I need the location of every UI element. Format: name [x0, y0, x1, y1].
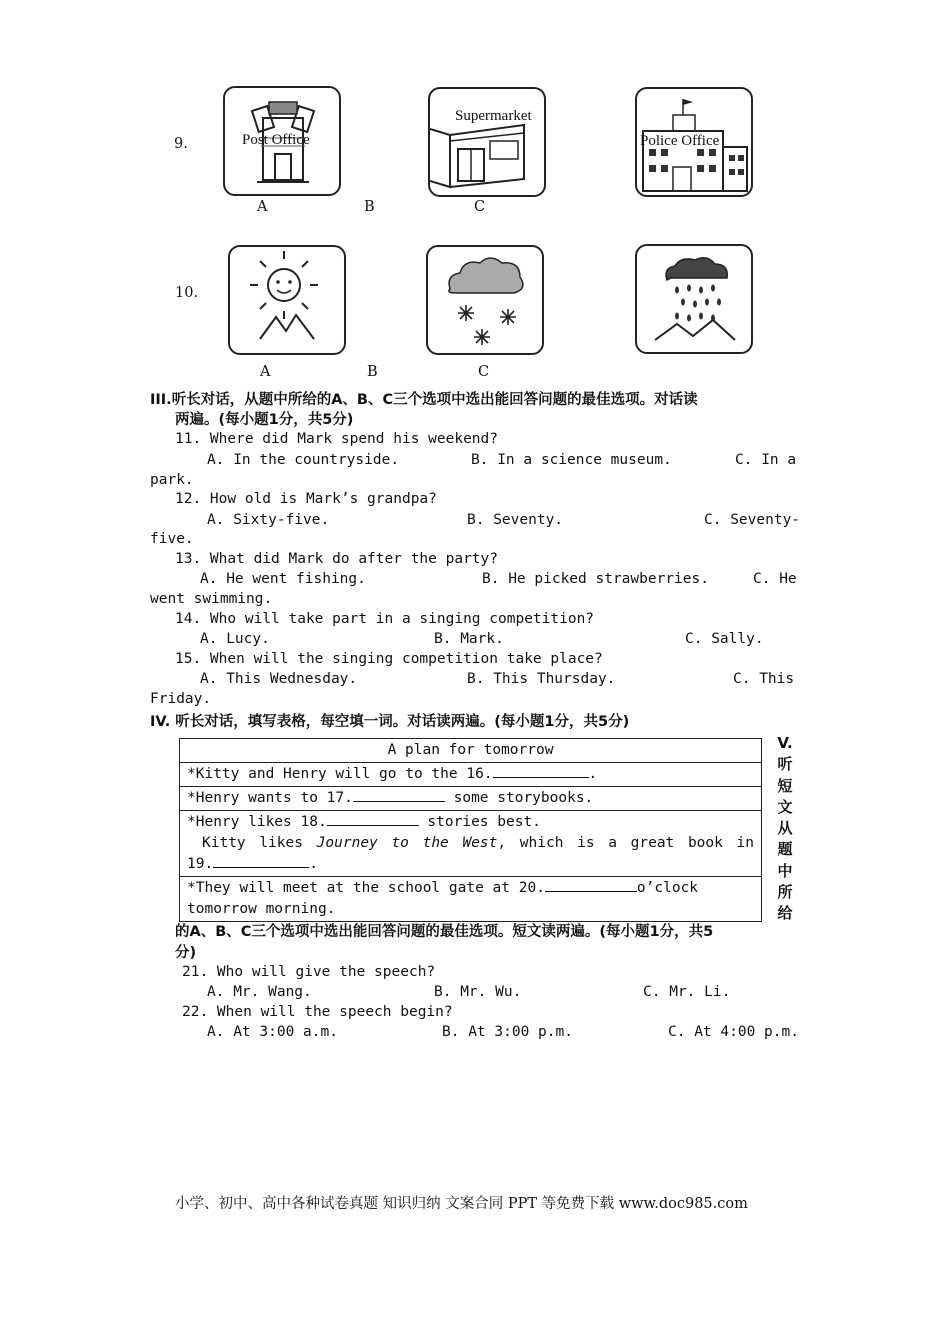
q12-option-c: C. Seventy-	[704, 512, 801, 528]
q14-option-a: A. Lucy.	[200, 631, 270, 647]
plan-table-title: A plan for tomorrow	[180, 739, 762, 763]
snow-cloud-icon	[428, 247, 542, 353]
q12-option-a: A. Sixty-five.	[207, 512, 330, 528]
supermarket-caption: Supermarket	[455, 108, 532, 124]
plan-row-16: *Kitty and Henry will go to the 16. .	[180, 763, 762, 787]
blank-19[interactable]	[213, 854, 309, 868]
question-22: 22. When will the speech begin?	[182, 1004, 453, 1020]
question-12: 12. How old is Mark’s grandpa?	[175, 491, 437, 507]
q22-option-b: B. At 3:00 p.m.	[442, 1024, 573, 1040]
section-5-heading-line1: 的A、B、C三个选项中选出能回答问题的最佳选项。短文读两遍。(每小题1分，共5	[175, 924, 714, 940]
post-office-picture	[223, 86, 341, 196]
supermarket-icon	[430, 89, 544, 195]
q21-option-a: A. Mr. Wang.	[207, 984, 312, 1000]
police-office-picture	[635, 87, 753, 197]
question-number-10: 10.	[175, 285, 199, 301]
blank-16[interactable]	[493, 764, 589, 778]
sun-icon	[230, 247, 344, 353]
question-13: 13. What did Mark do after the party?	[175, 551, 499, 567]
q22-option-c: C. At 4:00 p.m.	[668, 1024, 799, 1040]
section-5-heading-line2: 分)	[175, 945, 197, 961]
section-3-heading-line1: III.听长对话，从题中所给的A、B、C三个选项中选出能回答问题的最佳选项。对话读	[150, 392, 698, 408]
q11-option-a: A. In the countryside.	[207, 452, 400, 468]
q22-option-a: A. At 3:00 a.m.	[207, 1024, 338, 1040]
book-title: Journey to the West	[316, 835, 498, 851]
plan-table	[179, 738, 762, 922]
section-3-heading-line2: 两遍。(每小题1分，共5分)	[175, 412, 354, 428]
rain-cloud-icon	[637, 246, 751, 352]
question-14: 14. Who will take part in a singing competition?	[175, 611, 595, 627]
q9-letter-b: B	[364, 199, 375, 215]
post-office-caption: Post Office	[242, 132, 310, 148]
q10-letter-c: C	[478, 364, 490, 380]
q15-option-b: B. This Thursday.	[467, 671, 616, 687]
police-office-caption: Police Office	[640, 133, 720, 149]
blank-18[interactable]	[327, 812, 419, 826]
q13-option-c-wrap: went swimming.	[150, 591, 273, 607]
q12-option-c-wrap: five.	[150, 531, 194, 547]
question-number-9: 9.	[174, 136, 188, 152]
q15-option-a: A. This Wednesday.	[200, 671, 358, 687]
q13-option-a: A. He went fishing.	[200, 571, 366, 587]
snowy-picture	[426, 245, 544, 355]
question-15: 15. When will the singing competition take place?	[175, 651, 603, 667]
blank-20[interactable]	[545, 878, 637, 892]
page-footer: 小学、初中、高中各种试卷真题 知识归纳 文案合同 PPT 等免费下载 www.doc985.com	[175, 1196, 748, 1212]
q14-option-b: B. Mark.	[434, 631, 504, 647]
q21-option-b: B. Mr. Wu.	[434, 984, 522, 1000]
q11-option-c-wrap: park.	[150, 472, 194, 488]
plan-row-20: *They will meet at the school gate at 20. o’clock tomorrow morning.	[180, 877, 762, 922]
sunny-picture	[228, 245, 346, 355]
q9-letter-c: C	[474, 199, 486, 215]
section-5-vertical-heading: V. 听 短 文 从 题 中 所 给	[777, 734, 793, 923]
q15-option-c-wrap: Friday.	[150, 691, 212, 707]
question-21: 21. Who will give the speech?	[182, 964, 436, 980]
q13-option-c: C. He	[753, 571, 797, 587]
q21-option-c: C. Mr. Li.	[643, 984, 731, 1000]
q11-option-c: C. In a	[735, 452, 797, 468]
section-4-heading: IV. 听长对话，填写表格，每空填一词。对话读两遍。(每小题1分，共5分)	[150, 714, 630, 730]
q15-option-c: C. This	[733, 671, 795, 687]
q13-option-b: B. He picked strawberries.	[482, 571, 709, 587]
supermarket-picture	[428, 87, 546, 197]
question-11: 11. Where did Mark spend his weekend?	[175, 431, 499, 447]
plan-row-18-19: *Henry likes 18. stories best. Kitty likes Journey to the West, which is a great book in 19. .	[180, 811, 762, 877]
q12-option-b: B. Seventy.	[467, 512, 564, 528]
q14-option-c: C. Sally.	[685, 631, 764, 647]
blank-17[interactable]	[353, 788, 445, 802]
q9-letter-a: A	[257, 199, 268, 215]
q10-letter-b: B	[367, 364, 378, 380]
plan-row-17: *Henry wants to 17. some storybooks.	[180, 787, 762, 811]
q11-option-b: B. In a science museum.	[471, 452, 672, 468]
rainy-picture	[635, 244, 753, 354]
q10-letter-a: A	[260, 364, 271, 380]
